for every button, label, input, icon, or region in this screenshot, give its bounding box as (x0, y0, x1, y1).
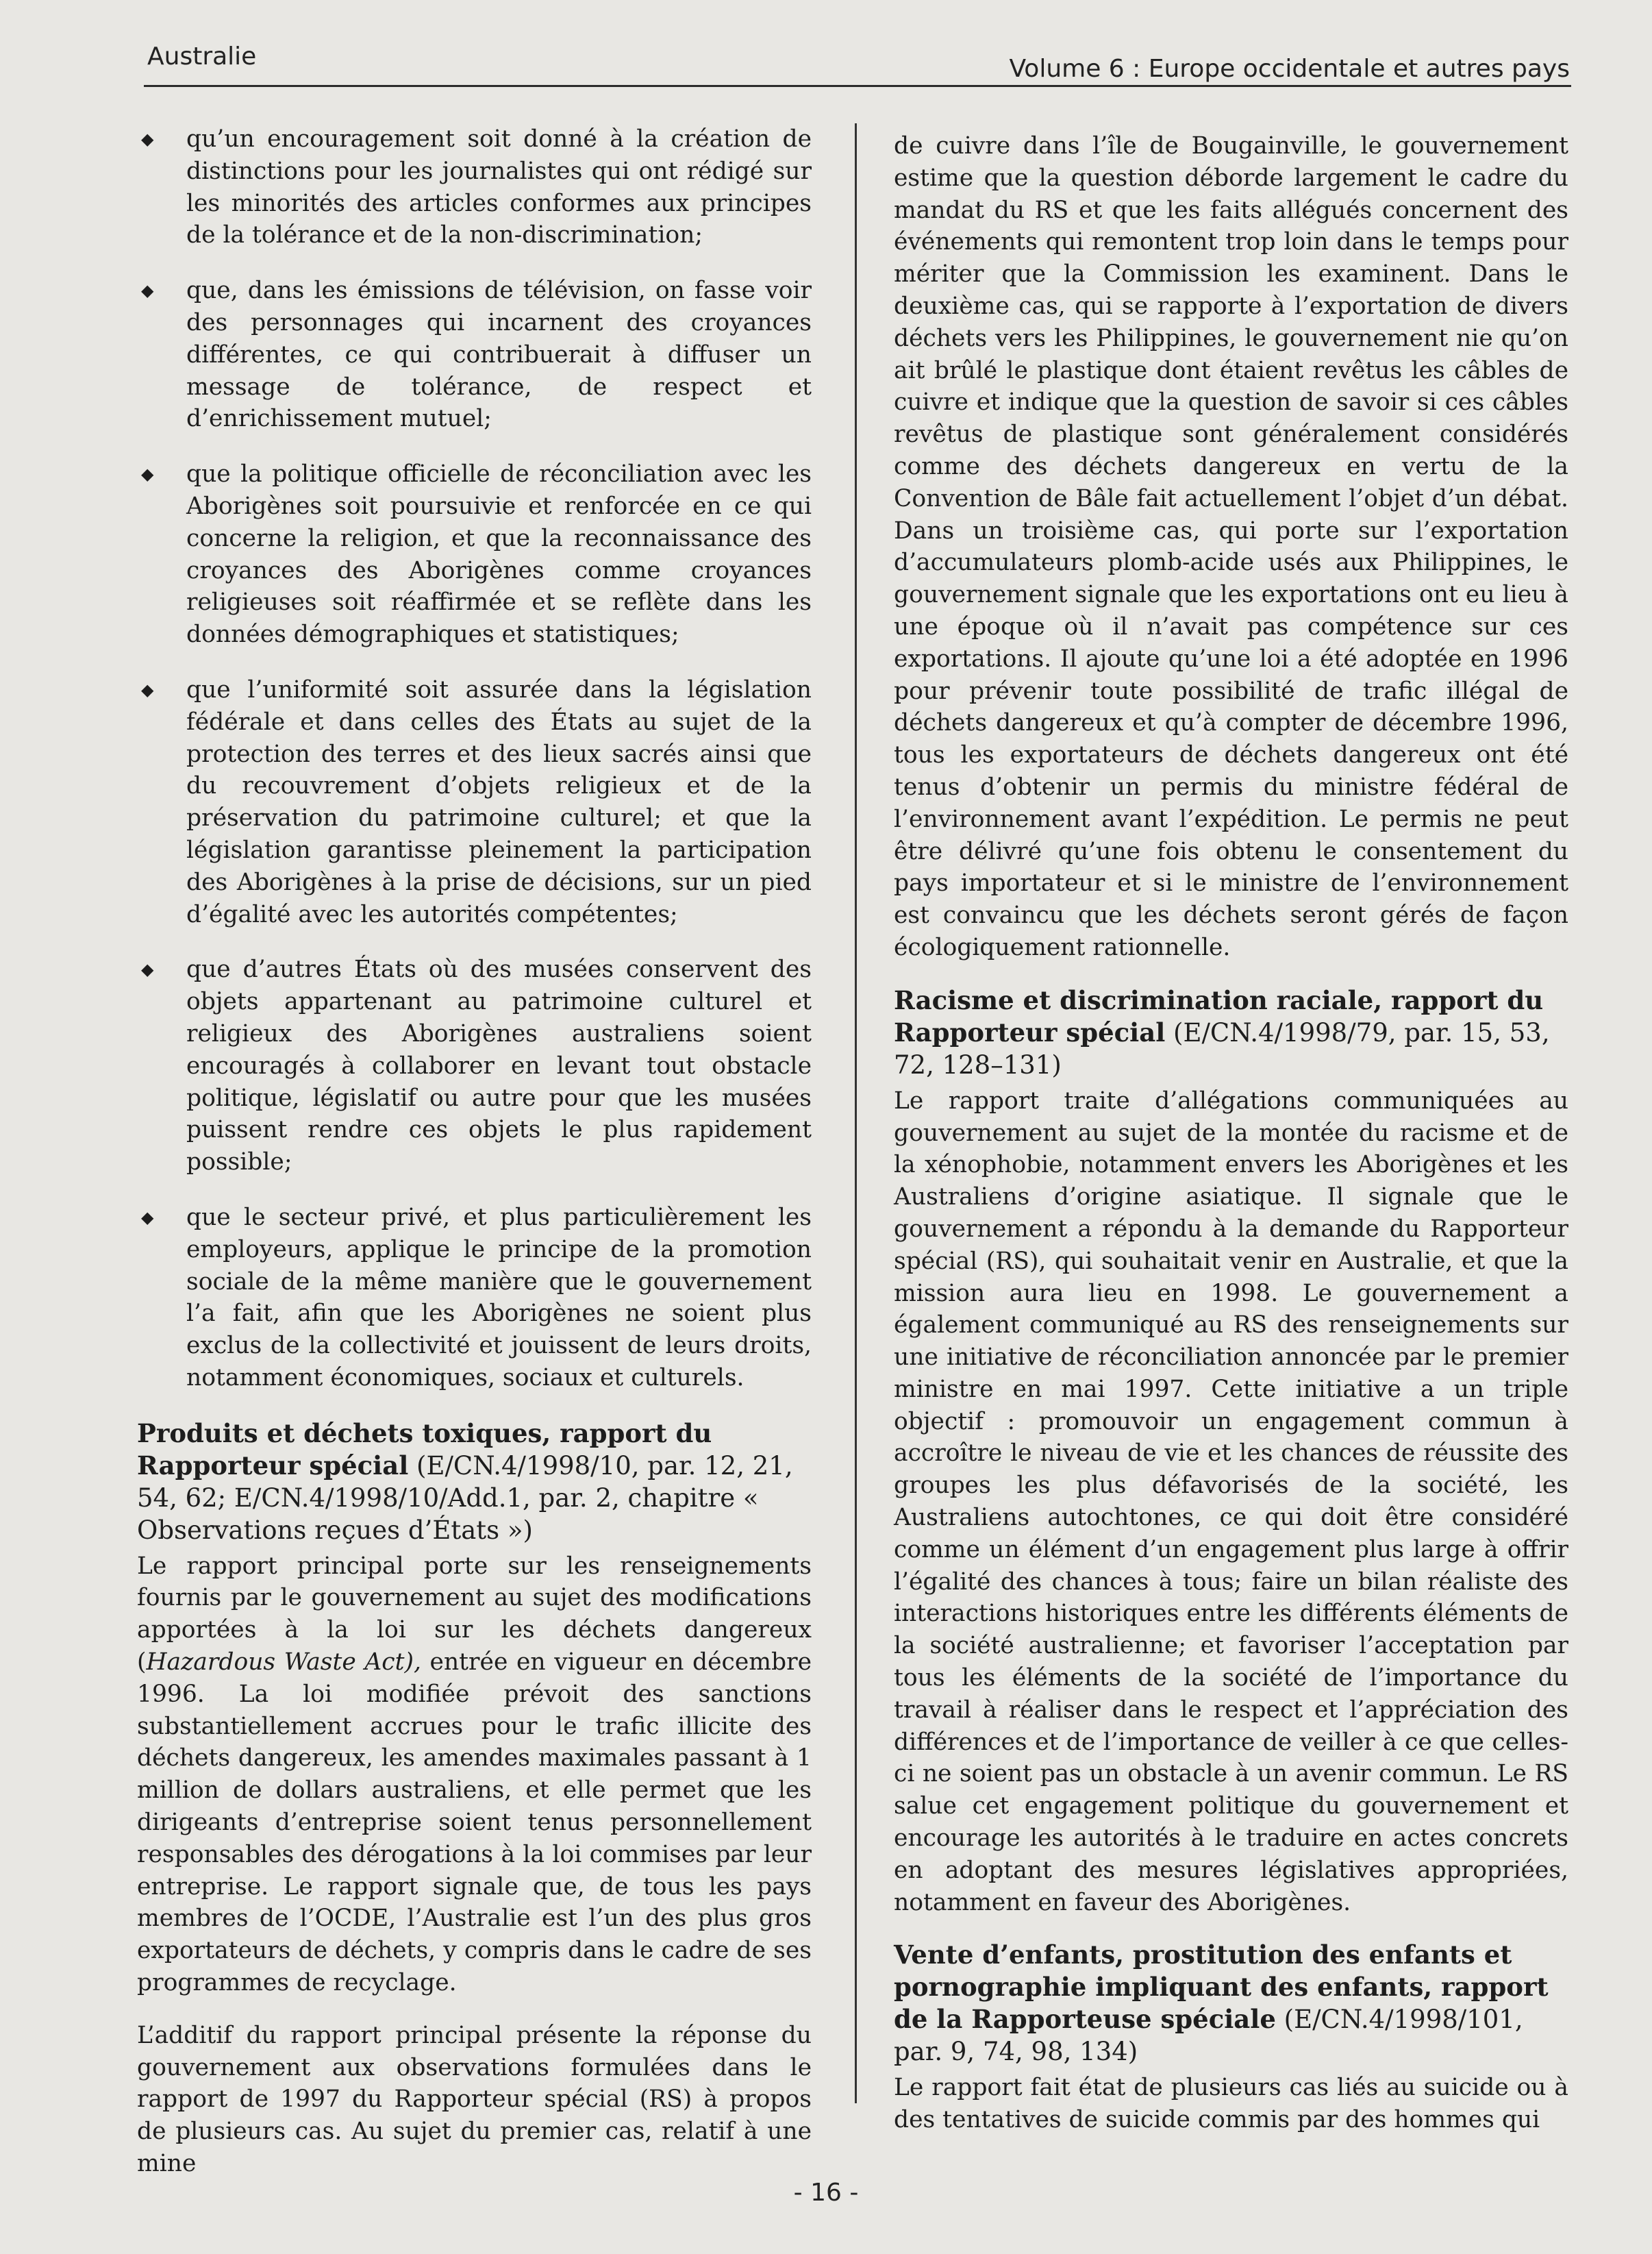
list-item (137, 954, 812, 1178)
paragraph: Le rapport traite d’allégations communiquées au gouvernement au sujet de la montée du racisme et de la xénophobie, notamment envers les Aborigènes et les Australiens d’origine asiatique. Il signale que le gouvernement a répondu à la demande du Rapporteur spécial (RS), qui souhaitait venir en Australie, et que la mission aura lieu en 1998. Le gouvernement a également communiqué au RS des renseignements sur une initiative de réconciliation annoncée par le premier ministre en mai 1997. Cette initiative a un triple objectif : promouvoir un engagement commun à accroître le niveau de vie et les chances de réussite des groupes les plus défavorisés de la société, les Australiens autochtones, ce qui doit être considéré comme un élément d’un engagement plus large à offrir l’égalité des chances à tous; faire un bilan réaliste des interactions historiques entre les différents éléments de la société australienne; et favoriser l’acceptation par tous les éléments de la société de l’importance du travail à réaliser dans le respect et l’appréciation des différences et de l’importance de veiller à ce que celles-ci ne soient pas un obstacle à un avenir commun. Le RS salue cet engagement politique du gouvernement et encourage les autorités à le traduire en actes concrets en adoptant des mesures législatives appropriées, notamment en faveur des Aborigènes. (894, 1087, 1568, 1916)
running-header-country: Australie (147, 42, 257, 71)
right-column (894, 130, 1568, 2157)
bullet-diamond-icon: ◆ (141, 281, 154, 301)
list-item (137, 275, 812, 435)
list-item (137, 458, 812, 651)
list-item (137, 674, 812, 930)
list-item-text: que, dans les émissions de télévision, on fasse voir des personnages qui incarnent des croyances différentes, ce qui contribuerait à diffuser un message de tolérance, de respect et d’enrichissement mutuel; (186, 277, 812, 433)
section-heading-toxic-waste (137, 1417, 812, 1546)
paragraph: L’additif du rapport principal présente la réponse du gouvernement aux observations formulées dans le rapport de 1997 du Rapporteur spécial (RS) à propos de plusieurs cas. Au sujet du premier cas, relatif à une mine (137, 2021, 812, 2178)
running-header-volume: Volume 6 : Europe occidentale et autres pays (1009, 55, 1570, 83)
bullet-diamond-icon: ◆ (141, 465, 154, 484)
bullet-diamond-icon: ◆ (141, 680, 154, 699)
section-title: Racisme et discrimination raciale, rapport du Rapporteur spécial (894, 984, 1544, 1048)
list-item-text: que l’uniformité soit assurée dans la législation fédérale et dans celles des États au sujet de la protection des terres et des lieux sacrés ainsi que du recouvrement d’objets religieux et de la préservation du patrimoine culturel; et que la législation garantisse pleinement la participation des Aborigènes à la prise de décisions, sur un pied d’égalité avec les autorités compétentes; (186, 676, 812, 928)
act-name: Hazardous Waste Act), (146, 1648, 421, 1676)
paragraph-continued: de cuivre dans l’île de Bougainville, le gouvernement estime que la question déborde largement le cadre du mandat du RS et que les faits allégués concernent des événements qui remontent trop loin dans le temps pour mériter que la Commission les examinent. Dans le deuxième cas, qui se rapporte à l’exportation de divers déchets vers les Philippines, le gouvernement nie qu’on ait brûlé le plastique dont étaient revêtus les câbles de cuivre et indique que la question de savoir si ces câbles revêtus de plastique sont généralement considérés comme des déchets dangereux en vertu de la Convention de Bâle fait actuellement l’objet d’un débat. Dans un troisième cas, qui porte sur l’exportation d’accumulateurs plomb-acide usés aux Philippines, le gouvernement signale que les exportations ont eu lieu à une époque où il n’avait pas compétence sur ces exportations. Il ajoute qu’une loi a été adoptée en 1996 pour prévenir toute possibilité de trafic illégal de déchets dangereux et qu’à compter de décembre 1996, tous les exportateurs de déchets dangereux ont été tenus d’obtenir un permis du ministre fédéral de l’environnement avant l’expédition. Le permis ne peut être délivré qu’une fois obtenu le consentement du pays importateur et si le ministre de l’environnement est convaincu que les déchets seront gérés de façon écologiquement rationnelle. (894, 132, 1568, 961)
bullet-diamond-icon: ◆ (141, 960, 154, 980)
section-heading-children (894, 1939, 1568, 2068)
recommendation-list (137, 123, 812, 1394)
bullet-diamond-icon: ◆ (141, 129, 154, 149)
list-item (137, 123, 812, 251)
list-item-text: qu’un encouragement soit donné à la création de distinctions pour les journalistes qui ont rédigé sur les minorités des articles conformes aux principes de la tolérance et de la non-discrimination; (186, 125, 812, 249)
page-number: - 16 - (793, 2179, 859, 2207)
section-reference: (E/CN.4/1998/79, par. 15, 53, 72, 128–131) (894, 1017, 1550, 1080)
list-item (137, 1202, 812, 1394)
header-rule (144, 85, 1571, 87)
list-item-text: que d’autres États où des musées conservent des objets appartenant au patrimoine culturel et religieux des Aborigènes australiens soient encouragés à collaborer en levant tout obstacle politique, législatif ou autre pour que les musées puissent rendre ces objets le plus rapidement possible; (186, 956, 812, 1176)
section-reference: (E/CN.4/1998/101, par. 9, 74, 98, 134) (894, 2005, 1523, 2067)
section-reference: (E/CN.4/1998/10, par. 12, 21, 54, 62; E/CN.4/1998/10/Add.1, par. 2, chapitre « Observations reçues d’États ») (137, 1450, 793, 1545)
section-heading-racism (894, 984, 1568, 1081)
paragraph: Le rapport principal porte sur les renseignements fournis par le gouvernement au sujet des modifications apportées à la loi sur les déchets dangereux (Hazardous Waste Act), entrée en vigueur en décembre 1996. La loi modifiée prévoit des sanctions substantiellement accrues pour le trafic illicite des déchets dangereux, les amendes maximales passant à 1 million de dollars australiens, et elle permet que les dirigeants d’entreprise soient tenus personnellement responsables des dérogations à la loi commises par leur entreprise. Le rapport signale que, de tous les pays membres de l’OCDE, l’Australie est l’un des plus gros exportateurs de déchets, y compris dans le cadre de ses programmes de recyclage. (137, 1552, 812, 1997)
list-item-text: que le secteur privé, et plus particulièrement les employeurs, applique le principe de la promotion sociale de la même manière que le gouvernement l’a fait, afin que les Aborigènes ne soient plus exclus de la collectivité et jouissent de leurs droits, notamment économiques, sociaux et culturels. (186, 1203, 812, 1391)
bullet-diamond-icon: ◆ (141, 1207, 154, 1227)
section-title: Vente d’enfants, prostitution des enfants et pornographie impliquant des enfants, rapport de la Rapporteuse spéciale (894, 1940, 1549, 2035)
column-divider (855, 123, 857, 2103)
section-title: Produits et déchets toxiques, rapport du Rapporteur spécial (137, 1417, 712, 1481)
list-item-text: que la politique officielle de réconciliation avec les Aborigènes soit poursuivie et renforcée en ce qui concerne la religion, et que la reconnaissance des croyances des Aborigènes comme croyances religieuses soit réaffirmée et se reflète dans les données démographiques et statistiques; (186, 460, 812, 649)
paragraph: Le rapport fait état de plusieurs cas liés au suicide ou à des tentatives de suicide commis par des hommes qui (894, 2074, 1568, 2134)
left-column (137, 123, 812, 2201)
